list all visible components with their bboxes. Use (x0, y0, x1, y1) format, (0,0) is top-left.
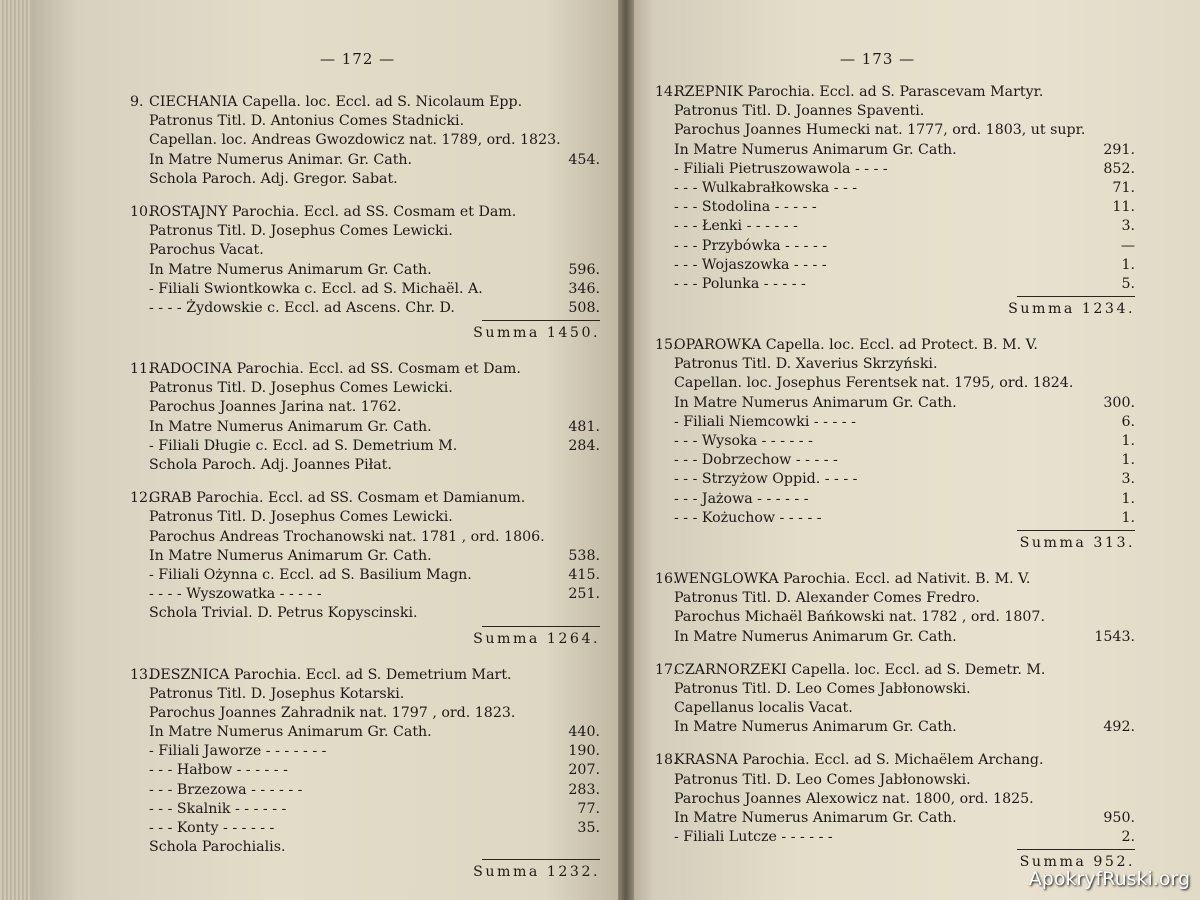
parish-entry (130, 666, 600, 886)
population-value: 1543. (1094, 628, 1135, 645)
entry-line (655, 102, 1135, 121)
entry-line (130, 489, 600, 508)
entry-line (130, 585, 600, 604)
entry-number: 18. (655, 752, 678, 769)
entry-line (655, 628, 1135, 647)
entry-text: - - - Brzezowa - - - - - - (149, 781, 303, 798)
entry-line (655, 470, 1135, 489)
population-value: 35. (577, 820, 600, 836)
population-value: 251. (568, 586, 600, 603)
population-value: 454. (568, 151, 600, 168)
entry-line (130, 819, 600, 838)
entry-text: Schola Paroch. Adj. Gregor. Sabat. (149, 170, 398, 187)
population-value: 77. (577, 800, 600, 817)
population-value: 3. (1121, 218, 1135, 235)
entry-text: - - - Konty - - - - - - (149, 820, 275, 836)
population-value: 596. (568, 261, 600, 278)
entry-line (130, 261, 600, 280)
population-value: 207. (568, 762, 600, 779)
population-value: 5. (1121, 275, 1135, 292)
entry-line (130, 723, 600, 742)
entry-line (130, 151, 600, 170)
entry-line (130, 437, 600, 456)
entry-line (130, 93, 600, 112)
entry-line (655, 828, 1135, 847)
entry-line (130, 222, 600, 241)
entry-text: - Filiali Długie c. Eccl. ad S. Demetrium M. (149, 437, 458, 454)
population-value: 291. (1103, 141, 1135, 158)
entry-line (655, 198, 1135, 217)
entry-line (655, 509, 1135, 528)
population-value: 440. (568, 724, 600, 741)
parish-entry (655, 336, 1135, 556)
entry-text: DESZNICA Parochia. Eccl. ad S. Demetrium Mart. (149, 666, 512, 683)
entry-text: Capellan. loc. Josephus Ferentsek nat. 1795, ord. 1824. (674, 375, 1074, 392)
entry-text: WENGLOWKA Parochia. Eccl. ad Nativit. B. M. V. (674, 570, 1031, 587)
entry-line (655, 790, 1135, 809)
entry-text: Patronus Titl. D. Josephus Comes Lewicki. (149, 223, 453, 240)
entry-text: - - - Dobrzechow - - - - - (674, 452, 838, 469)
population-value: 1. (1121, 256, 1135, 273)
population-value: 1. (1121, 452, 1135, 469)
entry-line (655, 432, 1135, 451)
entry-text: In Matre Numerus Animarum Gr. Cath. (149, 418, 432, 435)
entry-line (655, 121, 1135, 140)
entry-text: - - - Jażowa - - - - - - (674, 490, 809, 507)
entry-number: 12. (130, 490, 153, 507)
population-value: 415. (568, 566, 600, 583)
entry-text: - Filiali Swiontkowka c. Eccl. ad S. Michaël. A. (149, 280, 483, 297)
entry-line (130, 742, 600, 761)
entry-text: Patronus Titl. D. Josephus Kotarski. (149, 685, 405, 702)
entry-line (655, 570, 1135, 589)
entry-text: - Filiali Pietruszowawola - - - - (674, 160, 888, 177)
summa-total: Summa 313. (655, 528, 1135, 556)
entry-text: - - - Wulkabrałkowska - - - (674, 179, 858, 196)
entry-line (130, 203, 600, 222)
entry-line (130, 685, 600, 704)
entry-text: CZARNORZEKI Capella. loc. Eccl. ad S. Demetr. M. (674, 661, 1046, 678)
entry-text: - - - - Wyszowatka - - - - - (149, 586, 322, 603)
entry-text: - Filiali Jaworze - - - - - - - (149, 743, 327, 760)
entry-line (655, 699, 1135, 718)
book-gutter (618, 0, 634, 900)
entry-line (655, 355, 1135, 374)
entry-text: Patronus Titl. D. Leo Comes Jabłonowski. (674, 771, 971, 788)
entry-text: - - - Wojaszowka - - - - (674, 256, 827, 273)
summa-total: Summa 1232. (130, 857, 600, 885)
entry-text: Capellanus localis Vacat. (674, 700, 853, 717)
entry-text: Parochus Joannes Jarina nat. 1762. (149, 399, 402, 416)
entry-text: Parochus Andreas Trochanowski nat. 1781 , ord. 1806. (149, 528, 545, 545)
right-page-text (655, 83, 1135, 889)
parish-entry (130, 93, 600, 189)
entry-text: RADOCINA Parochia. Eccl. ad SS. Cosmam et Dam. (149, 361, 521, 378)
entry-line (130, 280, 600, 299)
entry-text: - - - Hałbow - - - - - - (149, 762, 288, 779)
entry-text: Schola Paroch. Adj. Joannes Piłat. (149, 457, 392, 473)
entry-line (655, 217, 1135, 236)
entry-number: 13. (130, 666, 153, 683)
population-value: 190. (568, 743, 600, 760)
entry-line (130, 800, 600, 819)
entry-line (655, 374, 1135, 393)
entry-number: 10. (130, 203, 153, 220)
entry-line (655, 680, 1135, 699)
entry-line (130, 704, 600, 723)
entry-text: In Matre Numerus Animarum Gr. Cath. (674, 719, 957, 736)
entry-text: Parochus Joannes Humecki nat. 1777, ord. 1803, ut supr. (674, 122, 1086, 139)
entry-text: CIECHANIA Capella. loc. Eccl. ad S. Nicolaum Epp. (149, 94, 523, 110)
parish-entry (655, 570, 1135, 647)
parish-entry (655, 751, 1135, 875)
entry-line (130, 761, 600, 780)
entry-line (655, 751, 1135, 770)
entry-text: Patronus Titl. D. Antonius Comes Stadnicki. (149, 113, 465, 130)
entry-line (655, 336, 1135, 355)
parish-entry (130, 360, 600, 475)
entry-text: Parochus Michaël Bańkowski nat. 1782 , ord. 1807. (674, 609, 1045, 626)
entry-line (130, 360, 600, 379)
entry-text: Patronus Titl. D. Xaverius Skrzyński. (674, 356, 938, 373)
page-number: — 173 — (840, 50, 916, 68)
population-value: 71. (1112, 179, 1135, 196)
entry-text: Patronus Titl. D. Josephus Comes Lewicki. (149, 380, 453, 397)
entry-text: Parochus Joannes Alexowicz nat. 1800, ord. 1825. (674, 790, 1034, 807)
entry-text: In Matre Numerus Animarum Gr. Cath. (674, 394, 957, 411)
population-value: 852. (1103, 160, 1135, 177)
entry-line (130, 604, 600, 623)
entry-line (130, 508, 600, 527)
population-value: 950. (1103, 810, 1135, 826)
entry-text: - Filiali Ożynna c. Eccl. ad S. Basilium Magn. (149, 566, 472, 583)
entry-text: GRAB Parochia. Eccl. ad SS. Cosmam et Damianum. (149, 490, 526, 507)
entry-line (655, 83, 1135, 102)
entry-line (130, 781, 600, 800)
entry-line (655, 256, 1135, 275)
entry-text: Parochus Joannes Zahradnik nat. 1797 , ord. 1823. (149, 704, 516, 721)
entry-text: - - - Skalnik - - - - - - (149, 800, 287, 817)
population-value: 3. (1121, 471, 1135, 488)
entry-line (655, 413, 1135, 432)
summa-total: Summa 1450. (130, 318, 600, 346)
population-value: 492. (1103, 719, 1135, 736)
entry-text: - - - Polunka - - - - - (674, 275, 806, 292)
entry-line (130, 241, 600, 260)
entry-text: - - - Strzyżow Oppid. - - - - (674, 471, 858, 488)
entry-text: - - - Łenki - - - - - - (674, 218, 798, 235)
entry-text: In Matre Numerus Animarum Gr. Cath. (149, 547, 432, 564)
entry-line (655, 809, 1135, 828)
entry-line (130, 112, 600, 131)
entry-text: - - - Wysoka - - - - - - (674, 433, 813, 449)
entry-line (655, 451, 1135, 470)
entry-line (130, 456, 600, 475)
entry-text: - - - - Żydowskie c. Eccl. ad Ascens. Chr. D. (149, 299, 455, 316)
left-page (30, 0, 635, 900)
entry-line (130, 666, 600, 685)
entry-text: Schola Trivial. D. Petrus Kopyscinski. (149, 605, 418, 622)
entry-number: 17. (655, 661, 678, 678)
population-value: 346. (568, 280, 600, 297)
entry-line (130, 547, 600, 566)
population-value: 11. (1112, 199, 1135, 216)
entry-line (130, 398, 600, 417)
population-value: 481. (568, 418, 600, 435)
summa-total: Summa 952. (655, 847, 1135, 875)
entry-line (655, 237, 1135, 256)
entry-text: Patronus Titl. D. Joannes Spaventi. (674, 103, 925, 120)
population-value: 508. (568, 299, 600, 316)
population-value: 1. (1121, 509, 1135, 526)
entry-line (655, 179, 1135, 198)
parish-entry (655, 83, 1135, 322)
entry-line (655, 608, 1135, 627)
entry-text: - - - Kożuchow - - - - - (674, 509, 822, 526)
entry-text: In Matre Numerus Animarum Gr. Cath. (149, 724, 432, 741)
page-number: — 172 — (320, 50, 396, 68)
entry-line (130, 299, 600, 318)
parish-entry (655, 661, 1135, 738)
entry-line (130, 418, 600, 437)
entry-text: In Matre Numerus Animarum Gr. Cath. (674, 628, 957, 645)
entry-number: 14. (655, 84, 678, 100)
left-page-text (130, 93, 600, 899)
entry-line (130, 379, 600, 398)
entry-text: In Matre Numerus Animarum Gr. Cath. (674, 141, 957, 158)
population-value: 1. (1121, 490, 1135, 507)
summa-total: Summa 1234. (655, 294, 1135, 322)
population-value: 300. (1103, 394, 1135, 411)
entry-text: Schola Parochialis. (149, 839, 286, 856)
entry-line (130, 170, 600, 189)
entry-text: - - - Przybówka - - - - - (674, 237, 828, 254)
entry-text: Patronus Titl. D. Josephus Comes Lewicki. (149, 509, 453, 526)
parish-entry (130, 203, 600, 346)
population-value: 283. (568, 781, 600, 798)
entry-line (655, 718, 1135, 737)
entry-number: 16. (655, 570, 678, 587)
watermark: ApokryfRuski.org (1028, 868, 1190, 890)
summa-total: Summa 1264. (130, 624, 600, 652)
entry-number: 11. (130, 361, 153, 378)
entry-line (655, 661, 1135, 680)
entry-text: Parochus Vacat. (149, 242, 264, 259)
entry-line (655, 160, 1135, 179)
entry-text: - - - Stodolina - - - - - (674, 199, 817, 216)
population-value: — (1120, 237, 1135, 254)
entry-line (655, 394, 1135, 413)
entry-text: ROSTAJNY Parochia. Eccl. ad SS. Cosmam et Dam. (149, 203, 517, 220)
population-value: 6. (1121, 413, 1135, 430)
entry-line (130, 528, 600, 547)
population-value: 1. (1121, 433, 1135, 449)
entry-line (130, 566, 600, 585)
entry-line (655, 490, 1135, 509)
population-value: 284. (568, 437, 600, 454)
entry-text: Patronus Titl. D. Leo Comes Jabłonowski. (674, 680, 971, 697)
parish-entry (130, 489, 600, 651)
entry-text: - Filiali Niemcowki - - - - - (674, 413, 856, 430)
entry-text: In Matre Numerus Animarum Gr. Cath. (674, 810, 957, 826)
entry-text: RZEPNIK Parochia. Eccl. ad S. Parascevam Martyr. (674, 84, 1044, 100)
entry-number: 9. (130, 94, 144, 110)
population-value: 538. (568, 547, 600, 564)
entry-line (130, 131, 600, 150)
entry-line (655, 141, 1135, 160)
entry-text: OPAROWKA Capella. loc. Eccl. ad Protect. B. M. V. (674, 337, 1038, 354)
entry-text: In Matre Numerus Animarum Gr. Cath. (149, 261, 432, 278)
entry-line (130, 838, 600, 857)
entry-text: KRASNA Parochia. Eccl. ad S. Michaëlem Archang. (674, 752, 1044, 769)
entry-text: - Filiali Lutcze - - - - - - (674, 829, 833, 846)
entry-text: Patronus Titl. D. Alexander Comes Fredro. (674, 590, 980, 607)
right-page (625, 0, 1200, 900)
population-value: 2. (1121, 829, 1135, 846)
entry-text: Capellan. loc. Andreas Gwozdowicz nat. 1789, ord. 1823. (149, 132, 561, 149)
entry-line (655, 589, 1135, 608)
entry-line (655, 771, 1135, 790)
page-edges (0, 0, 32, 900)
entry-text: In Matre Numerus Animar. Gr. Cath. (149, 151, 413, 168)
entry-line (655, 275, 1135, 294)
entry-number: 15. (655, 337, 678, 354)
